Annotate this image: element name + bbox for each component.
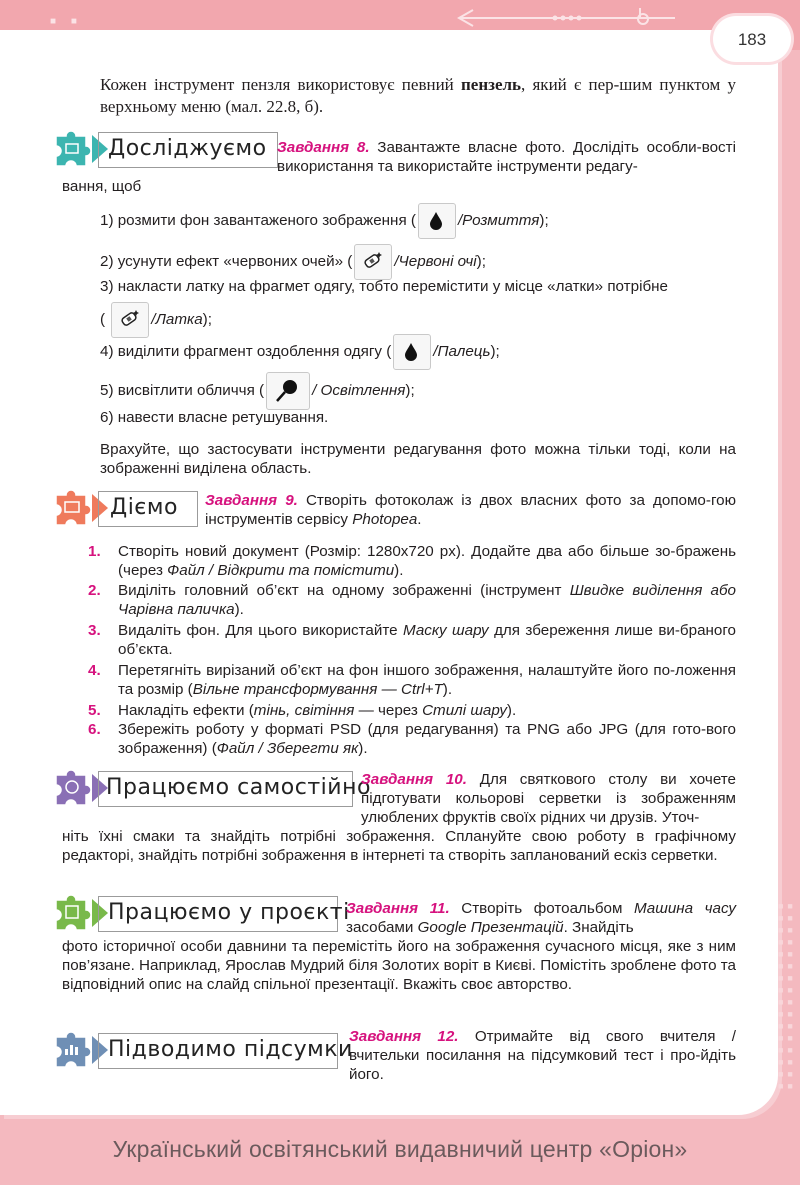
decor-dots: ■ ■ <box>50 16 83 27</box>
task9-step-2: 2. Виділіть головний об’єкт на одному зображенні (інструмент Швидке виділення або Чарівна паличка). <box>88 582 736 618</box>
task9-step-3: 3. Видаліть фон. Для цього використайте Маску шару для збереження лише ви-браного об’єкта. <box>88 622 737 658</box>
intro-paragraph: Кожен інструмент пензля використовує певний пензель, який є пер-шим пунктом у верхньому меню (мал. 22.8, б). <box>100 75 736 116</box>
task9-step-6: 6. Збережіть роботу у форматі PSD (для редагування) та PNG або JPG (для гото-вого зображення) (Файл / Зберегти як). <box>88 721 736 757</box>
section-banner-independent <box>50 771 371 805</box>
section-label: Працюємо у проєкті <box>108 900 350 925</box>
task12-text: Завдання 12. Отримайте від свого вчителя / вчительки посилання на підсумковий тест і про-йдіть його. <box>349 1028 736 1083</box>
section-banner-summary <box>50 1033 353 1067</box>
task8-item-5: 5) висвітлити обличчя ( / Освітлення); <box>100 372 415 410</box>
section-label: Діємо <box>110 495 178 520</box>
task9-step-4: 4. Перетягніть вирізаний об’єкт на фон іншого зображення, налаштуйте його по-ложення та розмір (Вільне трансформування — Ctrl+T). <box>88 662 736 698</box>
task10-text-a: Завдання 10. Для святкового столу ви хочете підготувати кольорові серветки із зображенням улюблених фруктів своїх рідних чи друзів. Уточ- <box>361 771 736 826</box>
task8-item-4: 4) виділити фрагмент оздоблення одягу ( /Палець); <box>100 334 500 370</box>
task8-item-2: 2) усунути ефект «червоних очей» ( /Червоні очі); <box>100 244 486 280</box>
section-label: Досліджуємо <box>108 136 267 161</box>
task8-item-3: 3) накласти латку на фрагмет одягу, тобто перемістити у місце «латки» потрібне <box>100 278 668 295</box>
drop-icon[interactable] <box>418 203 456 239</box>
bandage-icon[interactable] <box>354 244 392 280</box>
task11-text-b: фото історичної особи давнини та перемістіть його на зображення сучасного місця, яке з ним пов’язане. Наприклад, Ярослав Мудрий біля Золотих воріт в Києві. Помістіть зроблене фото та відповідний опис на слайд спільної презентації. Вкажіть своє авторство. <box>62 938 736 993</box>
task9-step-1: 1. Створіть новий документ (Розмір: 1280x720 px). Додайте два або більше зо-бражень (через Файл / Відкрити та помістити). <box>88 543 736 579</box>
section-label: Підводимо підсумки <box>108 1037 353 1062</box>
bandage-icon[interactable] <box>111 302 149 338</box>
section-label: Працюємо самостійно <box>106 775 371 800</box>
decor-dots-right: ■■ ■■ ■■ ■■ ■■ ■■ ■■ ■■ ■■ ■■ ■■ ■■ ■■ ■■ ■■ ■■ <box>778 901 797 1091</box>
dodge-icon[interactable] <box>266 372 310 410</box>
section-banner-act <box>50 491 200 525</box>
task11-text-a: Завдання 11. Створіть фотоальбом Машина часу засобами Google Презентацій. Знайдіть <box>346 900 736 936</box>
task8-item-1: 1) розмити фон завантаженого зображення ( /Розмиття); <box>100 203 549 239</box>
footer-publisher: Український освітянський видавничий центр «Оріон» <box>112 1136 688 1162</box>
task8-intro: Завдання 8. Завантажте власне фото. Дослідіть особли-вості використання та використайте інструменти редагу- <box>277 139 736 175</box>
task8-note: Врахуйте, що застосувати інструменти редагування фото можна тільки тоді, коли на зображенні виділена область. <box>100 441 736 477</box>
page-number: 183 <box>737 30 767 49</box>
task8-item-3-cont: ( /Латка); <box>100 302 212 338</box>
task10-text-b: ніть їхні смаки та знайдіть потрібні зображення. Сплануйте свою роботу в графічному редакторі, знайдіть потрібні зображення в інтернеті та створіть запланований ескіз серветки. <box>62 828 736 864</box>
drop-icon[interactable] <box>393 334 431 370</box>
task8-intro-end: вання, щоб <box>62 178 142 195</box>
section-banner-project <box>50 896 350 930</box>
task9-intro: Завдання 9. Створіть фотоколаж із двох власних фото за допомо-гою інструментів сервісу Photopea. <box>205 492 736 528</box>
task8-item-6: 6) навести власне ретушування. <box>100 409 329 426</box>
task9-step-5: 5. Накладіть ефекти (тінь, світіння — через Стилі шару). <box>88 702 517 719</box>
section-banner-explore <box>50 132 280 166</box>
